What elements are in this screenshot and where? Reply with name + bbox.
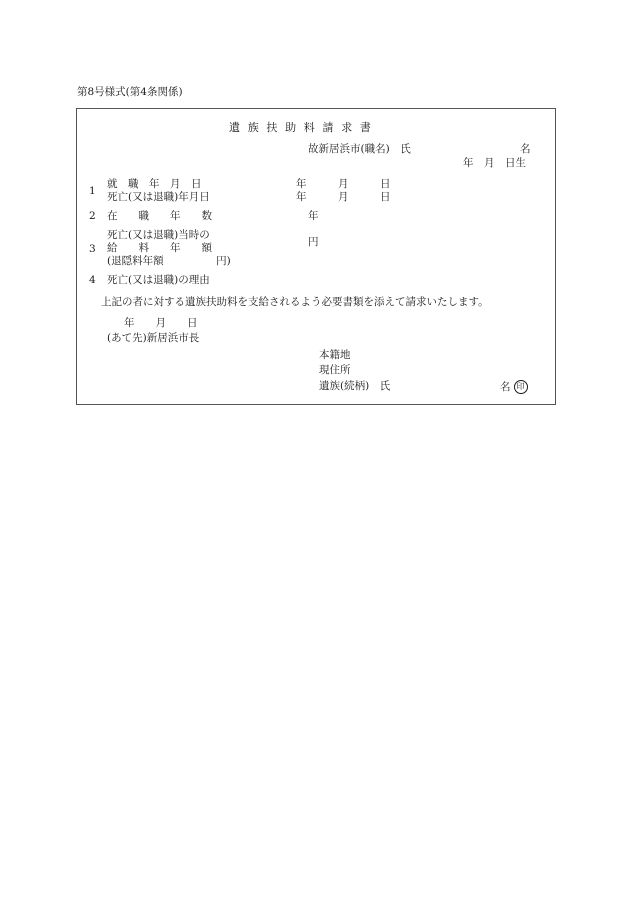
salary-label-line-3: (退隠料年額 円) xyxy=(107,255,231,267)
service-years-label: 在 職 年 数 xyxy=(107,210,212,222)
employment-date-label: 就 職 年 月 日 xyxy=(107,178,202,190)
item-number-2: 2 xyxy=(89,210,96,222)
addressee: (あて先)新居浜市長 xyxy=(107,332,200,344)
applicant-honseki: 本籍地 xyxy=(319,349,351,361)
applicant-name-suffix xyxy=(500,380,528,394)
seal-icon: 印 xyxy=(514,380,528,394)
reason-label: 死亡(又は退職)の理由 xyxy=(107,274,210,286)
deceased-birth-date: 年 月 日生 xyxy=(463,157,526,169)
salary-value: 円 xyxy=(308,236,319,248)
applicant-name-suffix-text: 名 xyxy=(500,381,511,393)
salary-label-line-1: 死亡(又は退職)当時の xyxy=(107,229,210,241)
deceased-name-suffix: 名 xyxy=(520,143,531,155)
item-number-1: 1 xyxy=(89,185,96,197)
applicant-address: 現住所 xyxy=(319,364,351,376)
item-number-3: 3 xyxy=(89,243,96,255)
death-date-value: 年 月 日 xyxy=(296,191,391,203)
applicant-name-label: 遺族(続柄) 氏 xyxy=(319,380,391,392)
salary-label-line-2: 給 料 年 額 xyxy=(107,242,212,254)
request-statement: 上記の者に対する遺族扶助料を支給されるよう必要書類を添えて請求いたします。 xyxy=(101,296,489,308)
employment-date-value: 年 月 日 xyxy=(296,178,391,190)
service-years-value: 年 xyxy=(308,210,319,222)
request-date: 年 月 日 xyxy=(124,317,198,329)
form-number: 第8号様式(第4条関係) xyxy=(77,86,183,98)
death-date-label: 死亡(又は退職)年月日 xyxy=(107,191,210,203)
item-number-4: 4 xyxy=(89,274,96,286)
form-title: 遺族扶助料請求書 xyxy=(229,121,379,134)
deceased-name-label: 故新居浜市(職名) 氏 xyxy=(308,143,411,155)
